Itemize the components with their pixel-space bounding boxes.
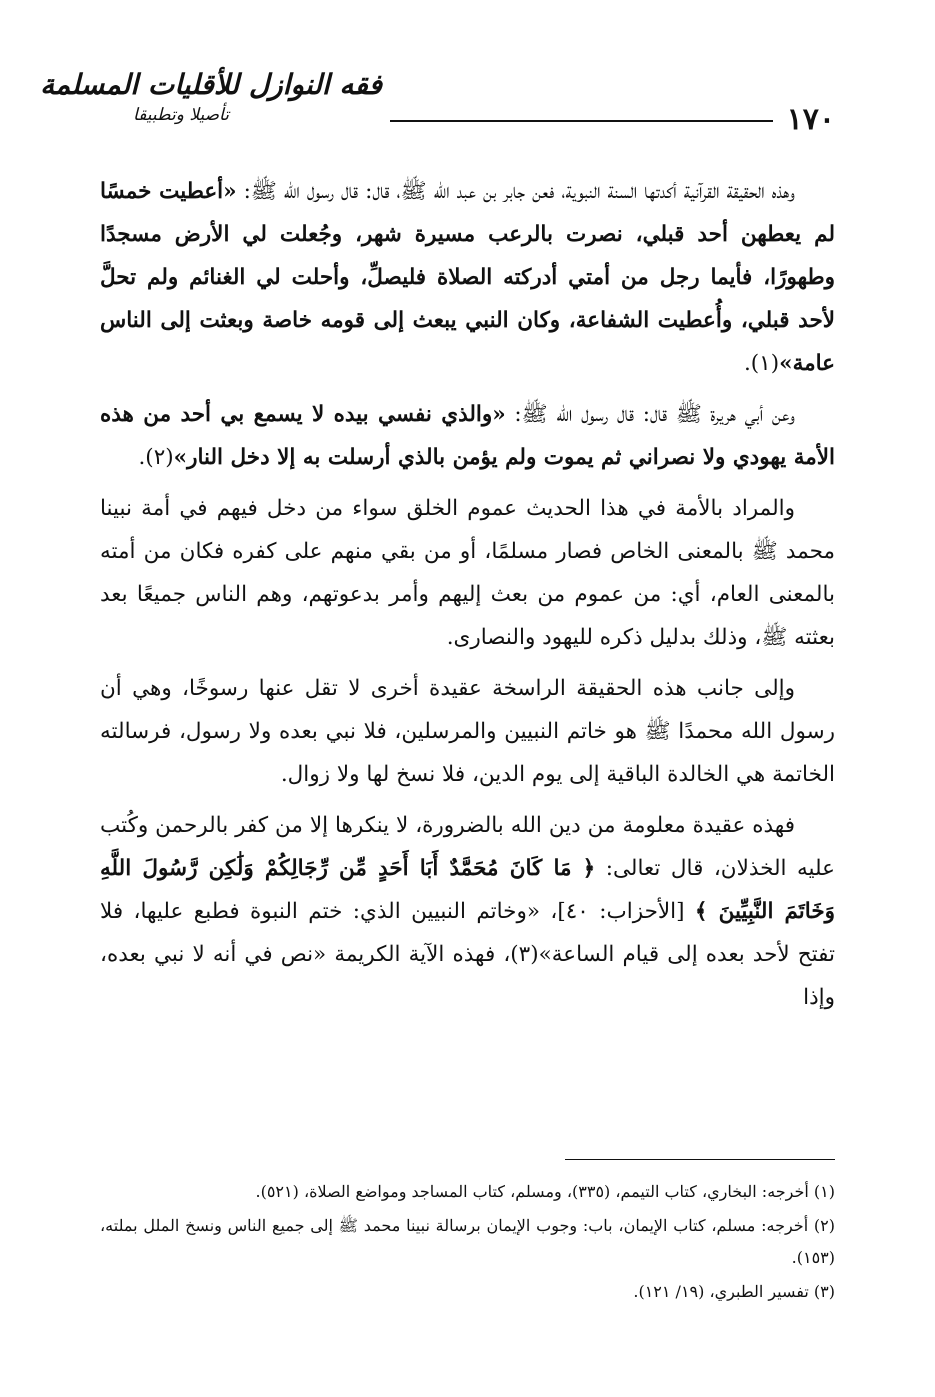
paragraph-5-intro: فهذه عقيدة معلومة من دين الله بالضرورة، لا ينكرها إلا من كفر بالرحمن وكُتب عليه الخذلان، قال تعالى:: [100, 813, 835, 881]
footnote-2: (٢) أخرجه: مسلم، كتاب الإيمان، باب: وجوب الإيمان برسالة نبينا محمد ﷺ إلى جميع الناس ونسخ الملل بملته، (١٥٣).: [100, 1216, 836, 1267]
book-title-main: فقه النوازل للأقليات المسلمة: [40, 68, 382, 101]
footnote-ref-1: (١).: [743, 351, 780, 376]
header-rule: [390, 120, 773, 122]
hadith-1: «أعطيت خمسًا لم يعطهن أحد قبلي، نصرت بالرعب مسيرة شهر، وجُعلت لي الأرض مسجدًا وطهورًا، فأيما رجل من أمتي أدركته الصلاة فليصلِّ، وأحلت لي الغنائم ولم تحلَّ لأحد قبلي، وأُعطيت الشفاعة، وكان النبي يبعث إلى قومه خاصة وبعثت إلى الناس عامة»: [100, 179, 835, 376]
paragraph-1-intro: وهذه الحقيقة القرآنية أكدتها السنة النبوية، فعن جابر بن عبد الله ﷺ، قال: قال رسول الله ﷺ:: [236, 179, 795, 204]
footnotes: [100, 1176, 835, 1310]
paragraph-5-rest: [الأحزاب: ٤٠]، «وخاتم النبيين الذي: ختم النبوة فطبع عليها، فلا تفتح لأحد بعده إلى قيام الساعة»(٣)، فهذه الآية الكريمة «نص في أنه لا نبي بعده، وإذا: [100, 899, 835, 1010]
book-title-sub: تأصيلا وتطبيقا: [133, 105, 229, 125]
hadith-2: «والذي نفسي بيده لا يسمع بي أحد من هذه الأمة يهودي ولا نصراني ثم يموت ولم يؤمن بالذي أرسلت به إلا دخل النار»: [100, 402, 835, 470]
paragraph-2-intro: وعن أبي هريرة ﷺ قال: قال رسول الله ﷺ:: [505, 402, 795, 427]
footnote-3: (٣) تفسير الطبري، (١٩/ ١٢١).: [633, 1282, 835, 1301]
page-header: [40, 62, 835, 152]
page-number: ١٧٠: [786, 102, 835, 137]
main-text: [100, 170, 835, 1027]
paragraph-1: [100, 170, 835, 385]
book-title-logo: [40, 66, 382, 146]
paragraph-2: [100, 393, 835, 479]
footnote-1: (١) أخرجه: البخاري، كتاب التيمم، (٣٣٥)، ومسلم، كتاب المساجد ومواضع الصلاة، (٥٢١).: [255, 1182, 835, 1201]
paragraph-3: والمراد بالأمة في هذا الحديث عموم الخلق سواء من دخل فيهم في أمة نبينا محمد ﷺ بالمعنى الخاص فصار مسلمًا، أو من بقي منهم على كفره فكان من أمته بالمعنى العام، أي: من عموم من بعث إليهم وأمر بدعوتهم، وهم الناس جميعًا بعد بعثته ﷺ، وذلك بدليل ذكره لليهود والنصارى.: [100, 496, 835, 650]
footnote-ref-2: (٢).: [138, 445, 174, 470]
quran-verse: ﴿ مَا كَانَ مُحَمَّدٌ أَبَا أَحَدٍ مِّن رِّجَالِكُمْ وَلَٰكِن رَّسُولَ اللَّهِ وَخَاتَمَ النَّبِيِّينَ ﴾: [100, 856, 835, 924]
paragraph-5: [100, 804, 835, 1019]
footnote-separator: [565, 1159, 835, 1160]
paragraph-4: وإلى جانب هذه الحقيقة الراسخة عقيدة أخرى لا تقل عنها رسوخًا، وهي أن رسول الله محمدًا ﷺ هو خاتم النبيين والمرسلين، فلا نبي بعده ولا رسول، فرسالته الخاتمة هي الخالدة الباقية إلى يوم الدين، فلا نسخ لها ولا زوال.: [100, 676, 835, 787]
